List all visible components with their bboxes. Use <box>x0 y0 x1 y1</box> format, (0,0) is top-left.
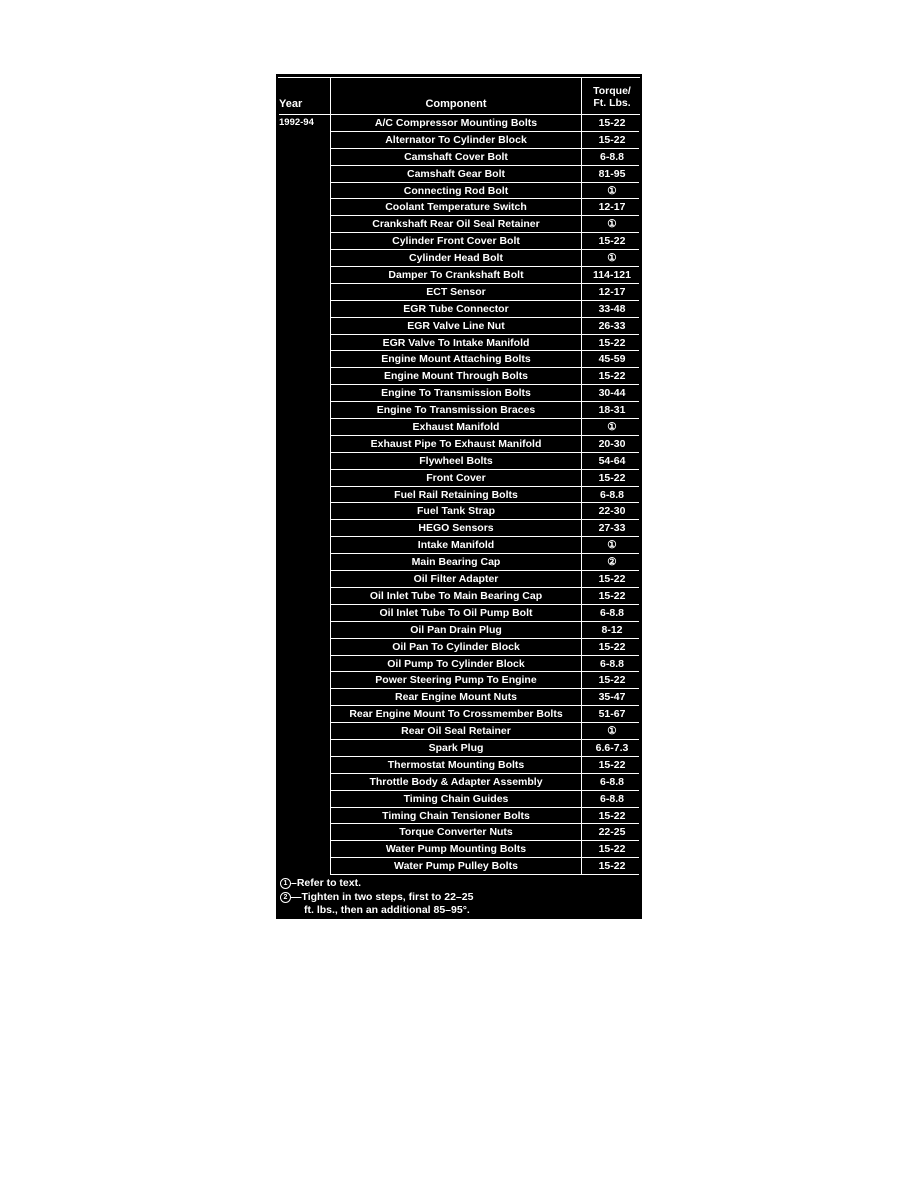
component-cell: Exhaust Pipe To Exhaust Manifold <box>370 437 542 450</box>
torque-cell: 15-22 <box>598 809 626 822</box>
table-row <box>276 132 642 149</box>
torque-cell: ① <box>607 218 617 231</box>
header-year: Year <box>279 98 303 110</box>
table-row <box>276 385 642 402</box>
torque-spec-table <box>276 74 642 919</box>
torque-cell: 12-17 <box>598 201 626 214</box>
table-row <box>276 656 642 673</box>
torque-cell: 45-59 <box>598 353 626 366</box>
torque-cell: 15-22 <box>598 370 626 383</box>
table-row <box>276 740 642 757</box>
table-row <box>276 419 642 436</box>
component-cell: EGR Valve Line Nut <box>407 319 505 332</box>
table-row <box>276 166 642 183</box>
table-row <box>276 706 642 723</box>
torque-cell: 12-17 <box>598 285 626 298</box>
component-cell: Crankshaft Rear Oil Seal Retainer <box>372 218 540 231</box>
component-cell: EGR Valve To Intake Manifold <box>382 336 530 349</box>
component-cell: HEGO Sensors <box>418 522 494 535</box>
table-row <box>276 368 642 385</box>
torque-cell: 51-67 <box>598 708 626 721</box>
table-body <box>276 115 642 875</box>
component-cell: Spark Plug <box>428 741 484 754</box>
component-cell: Fuel Tank Strap <box>417 505 495 518</box>
footnote-2-line2: ft. lbs., then an additional 85–95°. <box>304 904 470 916</box>
component-cell: Camshaft Gear Bolt <box>406 167 506 180</box>
table-top-rule <box>278 77 640 78</box>
table-row <box>276 520 642 537</box>
component-cell: Throttle Body & Adapter Assembly <box>369 775 543 788</box>
component-cell: Timing Chain Guides <box>403 792 509 805</box>
component-cell: ECT Sensor <box>426 285 486 298</box>
table-row <box>276 841 642 858</box>
torque-cell: 15-22 <box>598 235 626 248</box>
table-row <box>276 689 642 706</box>
table-row <box>276 622 642 639</box>
torque-cell: 15-22 <box>598 589 626 602</box>
torque-cell: 27-33 <box>598 522 626 535</box>
footnote-1 <box>280 877 440 890</box>
torque-cell: 15-22 <box>598 133 626 146</box>
component-cell: Front Cover <box>426 471 486 484</box>
table-row <box>276 267 642 284</box>
component-cell: Rear Oil Seal Retainer <box>401 725 511 738</box>
torque-cell: 6-8.8 <box>600 606 624 619</box>
table-row <box>276 774 642 791</box>
torque-cell: 81-95 <box>598 167 626 180</box>
table-row <box>276 605 642 622</box>
component-cell: Oil Pump To Cylinder Block <box>387 657 525 670</box>
torque-cell: 15-22 <box>598 117 626 129</box>
torque-cell: 6-8.8 <box>600 775 624 788</box>
component-cell: Thermostat Mounting Bolts <box>387 758 525 771</box>
component-cell: Alternator To Cylinder Block <box>385 133 527 146</box>
torque-cell: 114-121 <box>593 269 631 282</box>
table-row <box>276 216 642 233</box>
component-cell: Oil Filter Adapter <box>413 573 499 586</box>
table-row <box>276 250 642 267</box>
torque-cell: ① <box>607 252 617 265</box>
header-torque-line1: Torque/ <box>593 85 631 97</box>
component-cell: Water Pump Mounting Bolts <box>385 843 527 856</box>
component-cell: A/C Compressor Mounting Bolts <box>374 117 538 129</box>
table-row <box>276 858 642 875</box>
table-row <box>276 808 642 825</box>
component-cell: Rear Engine Mount Nuts <box>395 691 517 704</box>
table-row <box>276 672 642 689</box>
torque-cell: 15-22 <box>598 860 626 873</box>
component-cell: Flywheel Bolts <box>419 454 493 467</box>
table-row <box>276 503 642 520</box>
component-cell: EGR Tube Connector <box>403 302 509 315</box>
torque-cell: 18-31 <box>598 404 626 417</box>
component-cell: Oil Pan To Cylinder Block <box>392 640 520 653</box>
footnote-1-text: –Refer to text. <box>291 877 362 889</box>
torque-cell: 6.6-7.3 <box>595 741 629 754</box>
component-cell: Intake Manifold <box>417 539 495 552</box>
torque-cell: 35-47 <box>598 691 626 704</box>
table-row <box>276 351 642 368</box>
table-row <box>276 824 642 841</box>
component-cell: Oil Pan Drain Plug <box>410 623 502 636</box>
component-cell: Power Steering Pump To Engine <box>375 674 537 687</box>
torque-cell: 6-8.8 <box>600 657 624 670</box>
header-component: Component <box>425 98 487 110</box>
component-cell: Oil Inlet Tube To Main Bearing Cap <box>369 589 543 602</box>
table-row <box>276 470 642 487</box>
table-row <box>276 723 642 740</box>
table-row <box>276 757 642 774</box>
torque-cell: 15-22 <box>598 471 626 484</box>
component-cell: Main Bearing Cap <box>411 556 501 569</box>
table-row <box>276 318 642 335</box>
torque-cell: 20-30 <box>598 437 626 450</box>
component-cell: Cylinder Head Bolt <box>409 252 503 265</box>
torque-cell: 22-25 <box>598 826 626 839</box>
table-row <box>276 436 642 453</box>
component-cell: Engine To Transmission Braces <box>376 404 536 417</box>
footnote-2 <box>280 891 474 904</box>
table-row <box>276 487 642 504</box>
torque-cell: 33-48 <box>598 302 626 315</box>
torque-cell: 8-12 <box>601 623 623 636</box>
torque-cell: 6-8.8 <box>600 488 624 501</box>
table-row <box>276 554 642 571</box>
torque-cell: 15-22 <box>598 843 626 856</box>
component-cell: Coolant Temperature Switch <box>385 201 527 214</box>
table-row <box>276 335 642 352</box>
torque-cell: ① <box>607 539 617 552</box>
component-cell: Exhaust Manifold <box>412 421 500 434</box>
footnote-2-continued <box>304 904 470 917</box>
footnote-2-line1: —Tighten in two steps, first to 22–25 <box>291 891 474 903</box>
torque-cell: 30-44 <box>598 387 626 400</box>
table-row <box>276 284 642 301</box>
table-row <box>276 571 642 588</box>
torque-cell: 15-22 <box>598 336 626 349</box>
component-cell: Fuel Rail Retaining Bolts <box>394 488 518 501</box>
component-cell: Connecting Rod Bolt <box>403 184 509 197</box>
torque-cell: ① <box>607 725 617 738</box>
table-row <box>276 453 642 470</box>
table-row <box>276 199 642 216</box>
component-cell: Engine To Transmission Bolts <box>381 387 531 400</box>
table-row <box>276 639 642 656</box>
torque-cell: 15-22 <box>598 758 626 771</box>
torque-cell: 15-22 <box>598 573 626 586</box>
component-cell: Timing Chain Tensioner Bolts <box>382 809 530 822</box>
table-row <box>276 301 642 318</box>
torque-cell: 6-8.8 <box>600 792 624 805</box>
torque-cell: 6-8.8 <box>600 150 624 163</box>
header-torque <box>583 85 641 109</box>
table-row <box>276 149 642 166</box>
year-value: 1992-94 <box>279 117 314 128</box>
torque-cell: ② <box>607 556 617 569</box>
table-row <box>276 115 642 132</box>
header-torque-line2: Ft. Lbs. <box>593 97 631 109</box>
table-row <box>276 588 642 605</box>
table-row <box>276 791 642 808</box>
component-cell: Damper To Crankshaft Bolt <box>388 269 524 282</box>
footnote-2-circle-mark: 2 <box>280 892 291 903</box>
torque-cell: 22-30 <box>598 505 626 518</box>
torque-cell: 26-33 <box>598 319 626 332</box>
component-cell: Cylinder Front Cover Bolt <box>392 235 520 248</box>
torque-cell: 54-64 <box>598 454 626 467</box>
component-cell: Water Pump Pulley Bolts <box>394 860 518 873</box>
component-cell: Torque Converter Nuts <box>399 826 513 839</box>
table-row <box>276 183 642 200</box>
component-cell: Engine Mount Through Bolts <box>383 370 529 383</box>
component-cell: Engine Mount Attaching Bolts <box>381 353 531 366</box>
torque-cell: ① <box>607 184 617 197</box>
table-row <box>276 537 642 554</box>
component-cell: Rear Engine Mount To Crossmember Bolts <box>349 708 563 721</box>
component-cell: Oil Inlet Tube To Oil Pump Bolt <box>379 606 533 619</box>
footnote-1-circle-mark: 1 <box>280 878 291 889</box>
torque-cell: 15-22 <box>598 674 626 687</box>
component-cell: Camshaft Cover Bolt <box>404 150 508 163</box>
torque-cell: 15-22 <box>598 640 626 653</box>
torque-cell: ① <box>607 421 617 434</box>
table-row <box>276 402 642 419</box>
table-row <box>276 233 642 250</box>
